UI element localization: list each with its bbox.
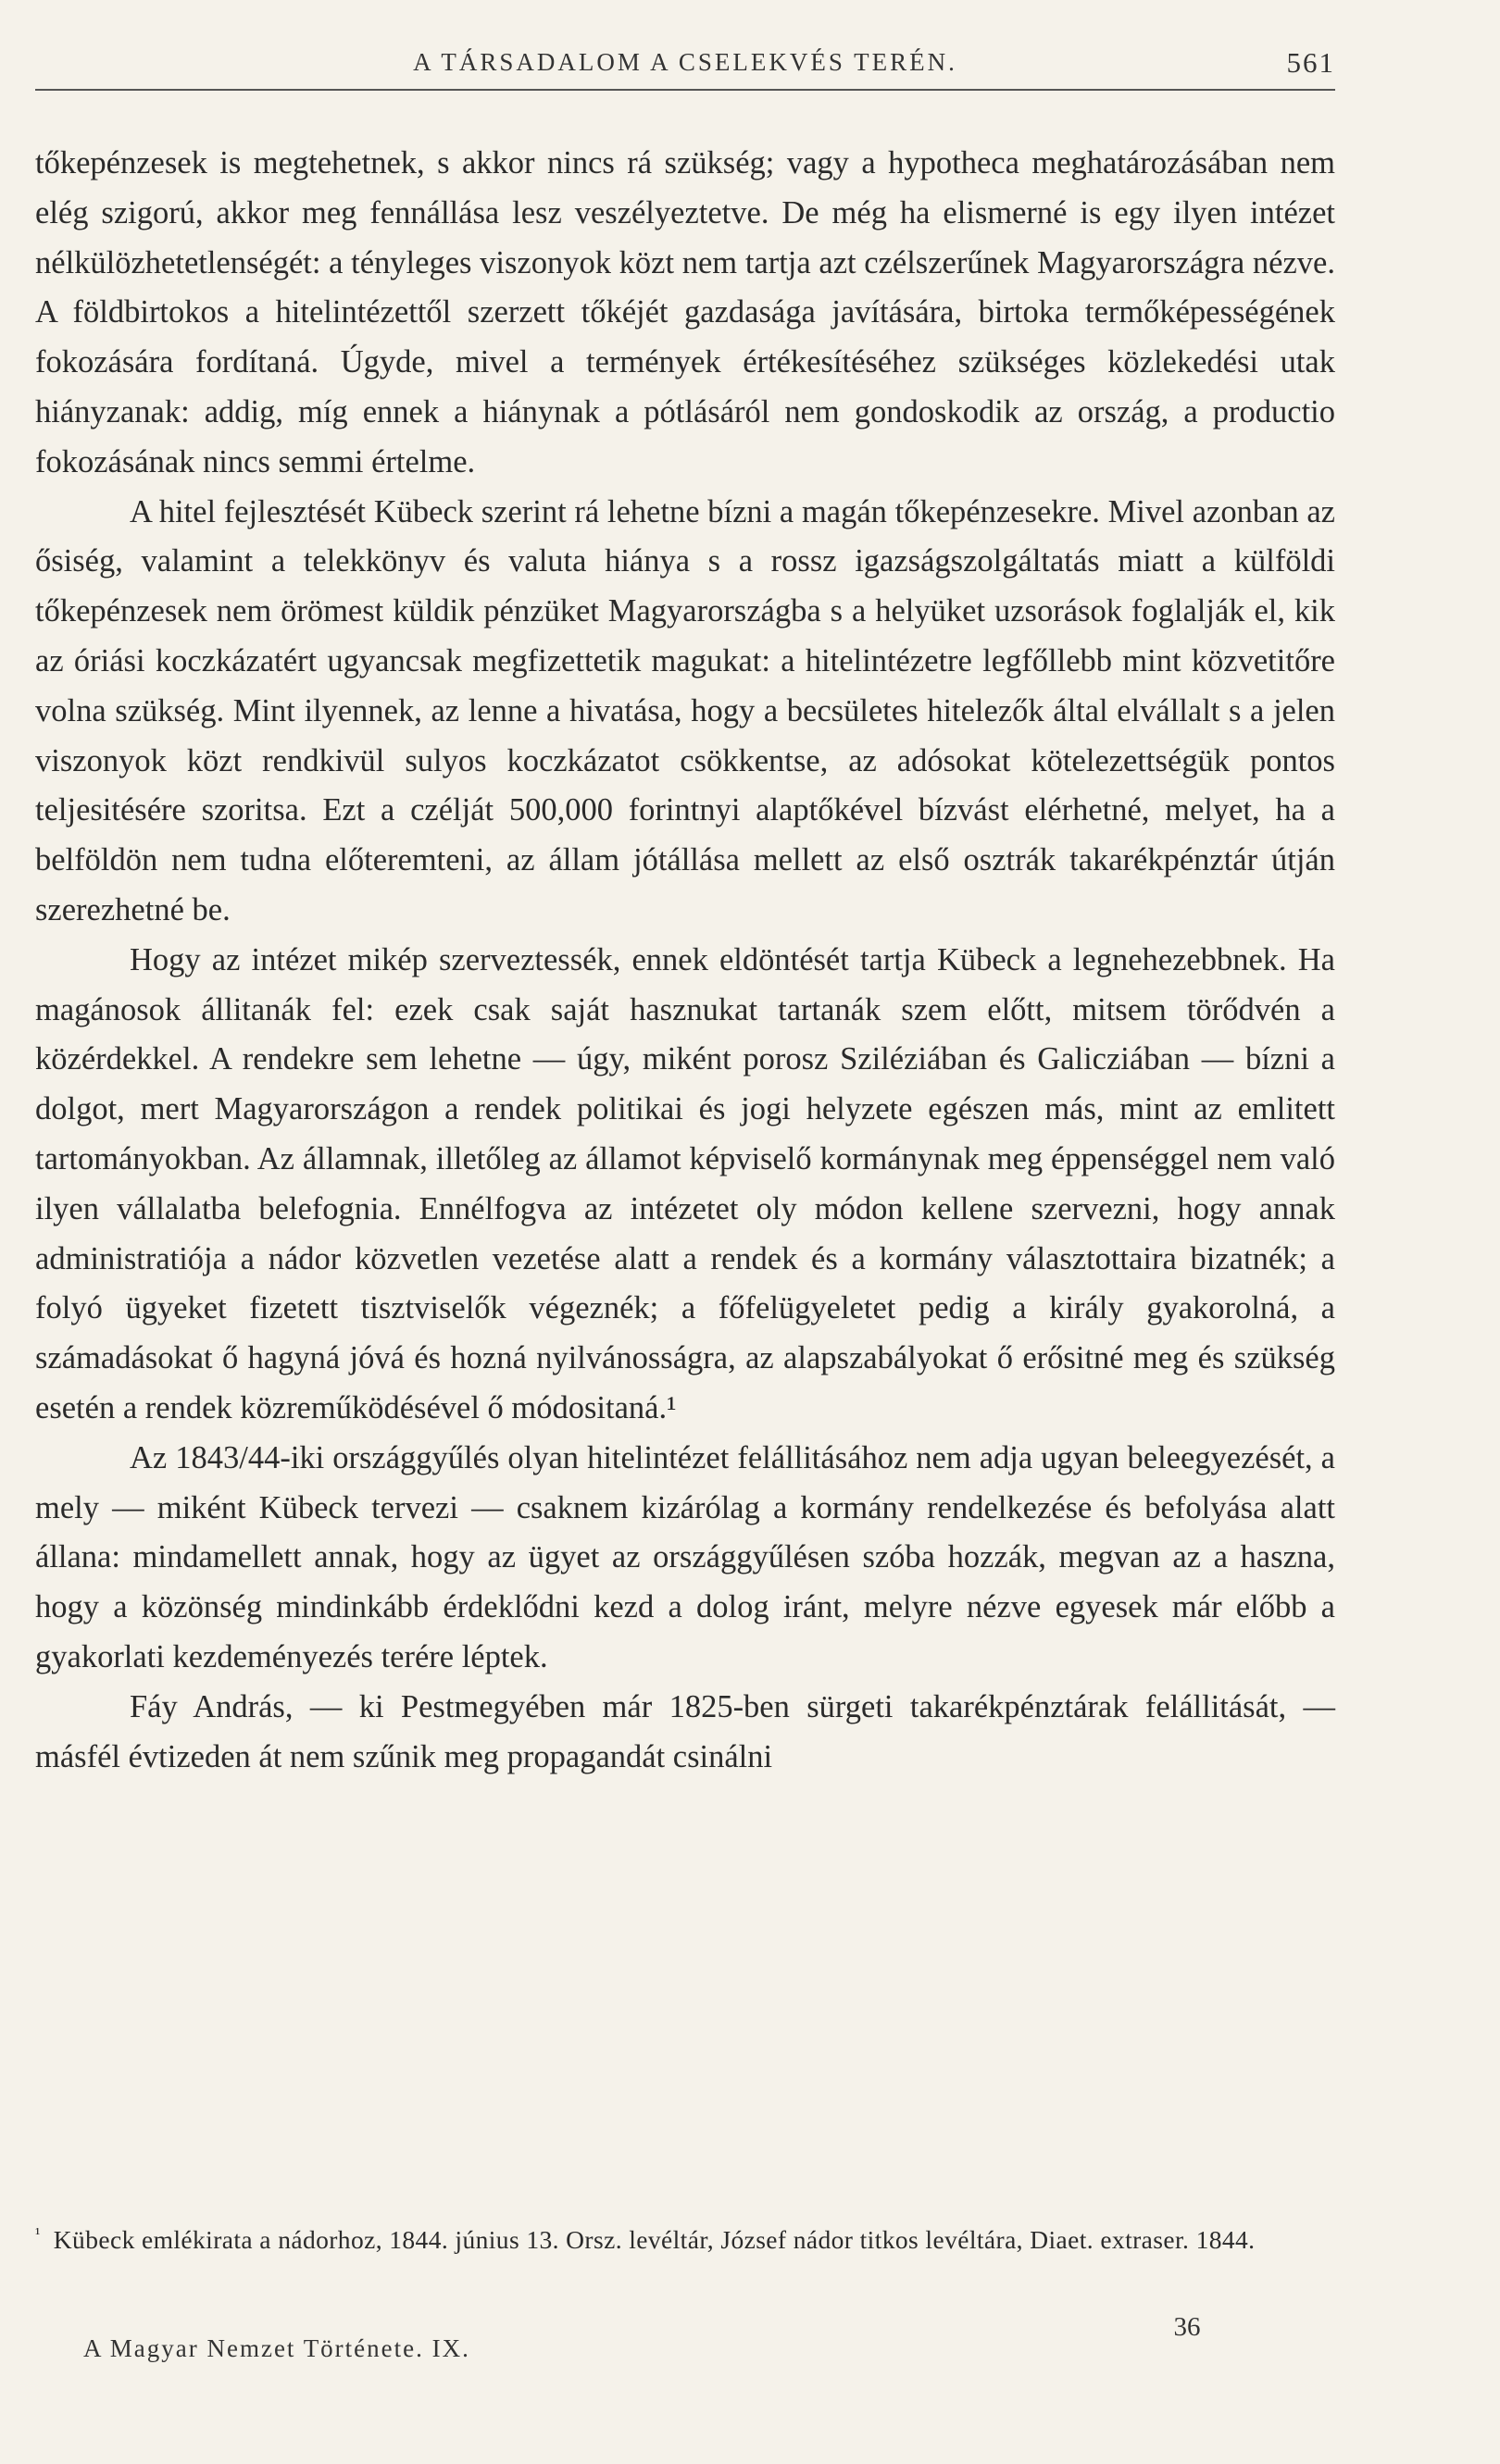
body-text (35, 139, 1335, 1782)
footnote (35, 2212, 1335, 2261)
paragraph: Hogy az intézet mikép szerveztessék, ennek eldöntését tartja Kübeck a legnehezebbnek. Ha magánosok állitanák fel: ezek csak saját hasznukat tartanák szem előtt, mitsem törődvén a közérdekkel. A rendekre sem lehetne — úgy, miként porosz Sziléziában és Galicziában — bízni a dolgot, mert Magyarországon a rendek politikai és jogi helyzete egészen más, mint az emlitett tartományokban. Az államnak, illetőleg az államot képviselő kormánynak meg éppenséggel nem való ilyen vállalatba belefognia. Ennélfogva az intézetet oly módon kellene szervezni, hogy annak administratiója a nádor közvetlen vezetése alatt a rendek és a kormány választottaira bizatnék; a folyó ügyeket fizetett tisztviselők végeznék; a főfelügyeletet pedig a király gyakorolná, a számadásokat ő hagyná jóvá és hozná nyilvánosságra, az alapszabályokat ő erősitné meg és szükség esetén a rendek közreműködésével ő módositaná.¹ (35, 941, 1335, 1425)
paragraph: tőkepénzesek is megtehetnek, s akkor nincs rá szükség; vagy a hypotheca meghatározásában nem elég szigorú, akkor meg fennállása lesz veszélyeztetve. De még ha elismerné is egy ilyen intézet nélkülözhetetlenségét: a tényleges viszonyok közt nem tartja azt czélszerűnek Magyarországra nézve. A földbirtokos a hitelintézettől szerzett tőkéjét gazdasága javítására, birtoka termőképességének fokozására fordítaná. Úgyde, mivel a termények értékesítéséhez szükséges közlekedési utak hiányzanak: addig, míg ennek a hiánynak a pótlásáról nem gondoskodik az ország, a productio fokozásának nincs semmi értelme. (35, 145, 1335, 479)
footnote-text: Kübeck emlékirata a nádorhoz, 1844. június 13. Orsz. levéltár, József nádor titkos levéltára, Diaet. extraser. 1844. (53, 2225, 1256, 2255)
running-title: A TÁRSADALOM A CSELEKVÉS TERÉN. (413, 48, 957, 76)
running-header (35, 43, 1335, 91)
footnote-mark: ¹ (35, 2224, 41, 2243)
signature-mark: 36 (1173, 2312, 1201, 2342)
paragraph: Az 1843/44-iki országgyűlés olyan hitelintézet felállitásához nem adja ugyan beleegyezését, a mely — miként Kübeck tervezi — csaknem kizárólag a kormány rendelkezése és befolyása alatt állana: mindamellett annak, hogy az ügyet az országgyűlésen szóba hozzák, megvan az a haszna, hogy a közönség mindinkább érdeklődni kezd a dolog iránt, melyre nézve egyesek már előbb a gyakorlati kezdeményezés terére léptek. (35, 1439, 1335, 1674)
page-number: 561 (1286, 46, 1335, 79)
imprint-line: A Magyar Nemzet Története. IX. (83, 2334, 470, 2362)
paragraph: A hitel fejlesztését Kübeck szerint rá lehetne bízni a magán tőkepénzesekre. Mivel azonban az ősiség, valamint a telekkönyv és valuta hiánya s a rossz igazságszolgáltatás miatt a külföldi tőkepénzesek nem örömest küldik pénzüket Magyarországba s a helyüket uzsorások foglalják el, kik az óriási koczkázatért ugyancsak megfizettetik magukat: a hitelintézetre legfőllebb mint közvetitőre volna szükség. Mint ilyennek, az lenne a hivatása, hogy a becsületes hitelezők által elvállalt s a jelen viszonyok közt rendkivül sulyos koczkázatot csökkentse, az adósokat kötelezettségük pontos teljesitésére szoritsa. Ezt a czélját 500,000 forintnyi alaptőkével bízvást elérhetné, melyet, ha a belföldön nem tudna előteremteni, az állam jótállása mellett az első osztrák takarékpénztár útján szerezhetné be. (35, 493, 1335, 927)
paragraph: Fáy András, — ki Pestmegyében már 1825-ben sürgeti takarékpénztárak felállitását, — másfél évtizeden át nem szűnik meg propagandát csinálni (35, 1688, 1335, 1774)
footnotes (35, 2212, 1335, 2261)
